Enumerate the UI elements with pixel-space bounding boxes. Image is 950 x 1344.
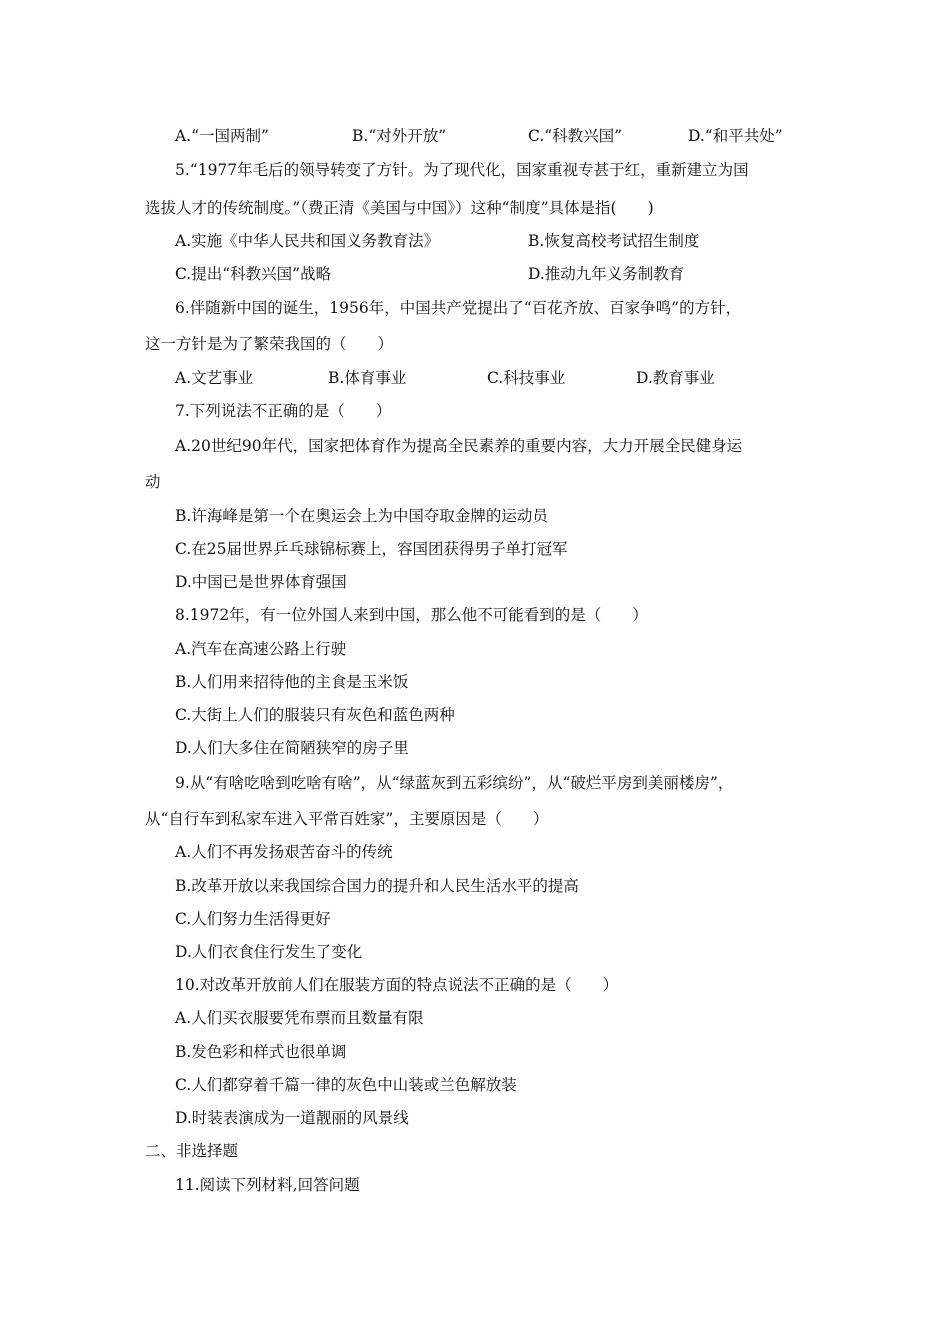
q7-option-c: C.在25届世界乒乓球锦标赛上，容国团获得男子单打冠军 — [175, 540, 568, 558]
q9-option-b: B.改革开放以来我国综合国力的提升和人民生活水平的提高 — [175, 877, 579, 895]
q9-option-d: D.人们衣食住行发生了变化 — [175, 943, 363, 961]
q5-stem-line1: 5.“1977年毛后的领导转变了方针。为了现代化，国家重视专甚于红，重新建立为国 — [175, 161, 749, 179]
q5-stem-line2: 选拔人才的传统制度。”（费正清《美国与中国》）这种“制度”具体是指( ) — [145, 199, 654, 217]
q10-option-b: B.发色彩和样式也很单调 — [175, 1043, 347, 1061]
q10-option-a: A.人们买衣服要凭布票而且数量有限 — [175, 1009, 424, 1027]
q4-option-c: C.“科教兴国” — [528, 127, 623, 145]
q5-option-b: B.恢复高校考试招生制度 — [528, 232, 700, 250]
q4-option-d: D.“和平共处” — [688, 127, 783, 145]
q9-stem-line1: 9.从“有啥吃啥到吃啥有啥”，从“绿蓝灰到五彩缤纷”，从“破烂平房到美丽楼房”， — [175, 774, 734, 792]
q10-option-c: C.人们都穿着千篇一律的灰色中山装或兰色解放装 — [175, 1076, 517, 1094]
q6-stem-line2: 这一方针是为了繁荣我国的（ ） — [145, 335, 394, 353]
q7-option-a-line1: A.20世纪90年代，国家把体育作为提高全民素养的重要内容，大力开展全民健身运 — [175, 437, 743, 455]
q11-stem: 11.阅读下列材料,回答问题 — [175, 1176, 360, 1194]
q6-option-a: A.文艺事业 — [175, 369, 254, 387]
q10-option-d: D.时装表演成为一道靓丽的风景线 — [175, 1109, 409, 1127]
q7-option-a-line2: 动 — [145, 473, 161, 491]
q6-option-b: B.体育事业 — [328, 369, 407, 387]
q8-stem: 8.1972年，有一位外国人来到中国，那么他不可能看到的是（ ） — [175, 606, 648, 624]
q6-option-d: D.教育事业 — [636, 369, 715, 387]
q8-option-a: A.汽车在高速公路上行驶 — [175, 640, 347, 658]
q10-stem: 10.对改革开放前人们在服装方面的特点说法不正确的是（ ） — [175, 976, 619, 994]
q8-option-c: C.大街上人们的服装只有灰色和蓝色两种 — [175, 706, 455, 724]
q8-option-b: B.人们用来招待他的主食是玉米饭 — [175, 673, 409, 691]
q8-option-d: D.人们大多住在简陋狭窄的房子里 — [175, 739, 409, 757]
q7-option-d: D.中国已是世界体育强国 — [175, 573, 347, 591]
q9-option-a: A.人们不再发扬艰苦奋斗的传统 — [175, 843, 393, 861]
q9-stem-line2: 从“自行车到私家车进入平常百姓家”，主要原因是（ ） — [145, 810, 549, 828]
q5-option-c: C.提出“科教兴国”战略 — [175, 265, 332, 283]
q9-option-c: C.人们努力生活得更好 — [175, 910, 331, 928]
section-heading: 二、非选择题 — [145, 1142, 239, 1160]
q4-option-a: A.“一国两制” — [175, 127, 269, 145]
q6-stem-line1: 6.伴随新中国的诞生，1956年，中国共产党提出了“百花齐放、百家争鸣”的方针， — [175, 299, 742, 317]
q6-option-c: C.科技事业 — [487, 369, 566, 387]
q7-stem: 7.下列说法不正确的是（ ） — [175, 402, 392, 420]
q4-option-b: B.“对外开放” — [352, 127, 447, 145]
q5-option-a: A.实施《中华人民共和国义务教育法》 — [175, 232, 440, 250]
q5-option-d: D.推动九年义务制教育 — [528, 265, 685, 283]
q7-option-b: B.许海峰是第一个在奥运会上为中国夺取金牌的运动员 — [175, 507, 548, 525]
